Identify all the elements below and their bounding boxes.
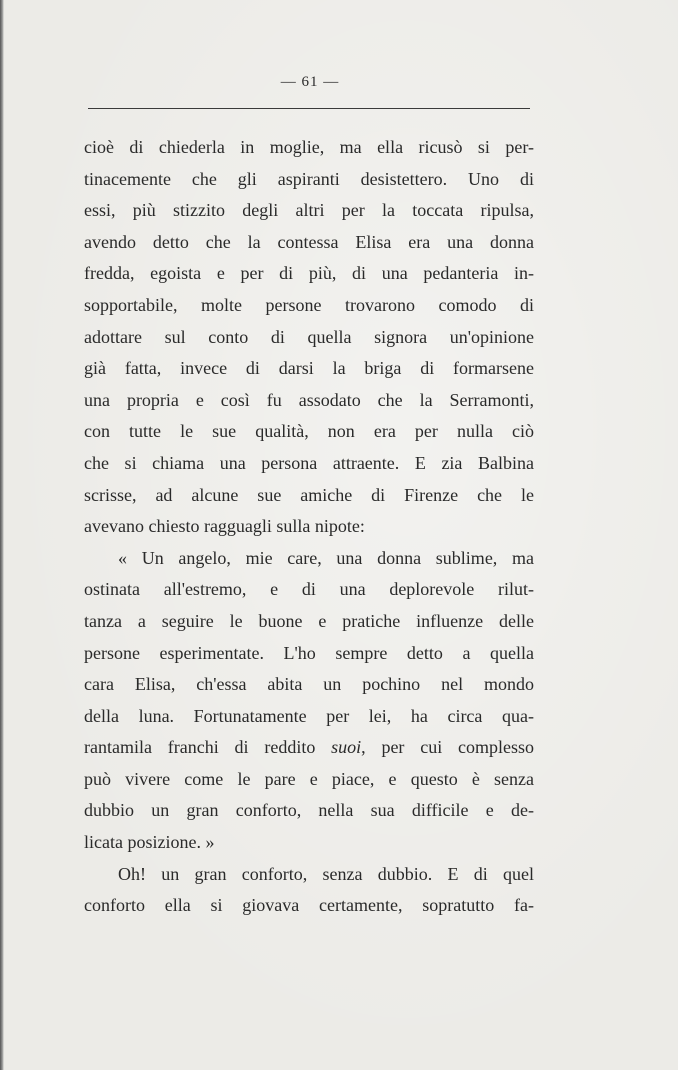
text-line: dubbio un gran conforto, nella sua difficile e de- bbox=[84, 800, 534, 821]
text-segment: rantamila franchi di reddito bbox=[84, 737, 332, 758]
text-line bbox=[84, 732, 534, 764]
page-number: — 61 — bbox=[280, 74, 340, 90]
text-line: « Un angelo, mie care, una donna sublime, ma bbox=[118, 547, 534, 568]
text-line: tinacemente che gli aspiranti desistettero. Uno di bbox=[84, 168, 534, 189]
text-line: già fatta, invece di darsi la briga di formarsene bbox=[84, 358, 534, 379]
text-line: una propria e così fu assodato che la Serramonti, bbox=[84, 389, 534, 410]
text-line: licata posizione. » bbox=[84, 832, 215, 853]
italic-segment: suoi bbox=[331, 737, 362, 758]
body-text bbox=[84, 132, 534, 922]
text-line: sopportabile, molte persone trovarono comodo di bbox=[84, 294, 534, 315]
header-rule bbox=[88, 108, 530, 109]
text-line: con tutte le sue qualità, non era per nulla ciò bbox=[84, 421, 534, 442]
binding-edge bbox=[0, 0, 4, 1070]
text-line: tanza a seguire le buone e pratiche influenze delle bbox=[84, 610, 534, 631]
text-line: Oh! un gran conforto, senza dubbio. E di quel bbox=[118, 863, 534, 884]
text-line: cioè di chiederla in moglie, ma ella ricusò si per- bbox=[84, 137, 534, 157]
text-line: scrisse, ad alcune sue amiche di Firenze che le bbox=[84, 484, 534, 505]
text-line: conforto ella si giovava certamente, sopratutto fa- bbox=[84, 895, 534, 916]
text-line: avendo detto che la contessa Elisa era una donna bbox=[84, 231, 534, 252]
text-line: avevano chiesto ragguagli sulla nipote: bbox=[84, 516, 365, 537]
text-line: fredda, egoista e per di più, di una pedanteria in- bbox=[84, 263, 534, 284]
text-line: essi, più stizzito degli altri per la toccata ripulsa, bbox=[84, 200, 534, 221]
text-line: può vivere come le pare e piace, e questo è senza bbox=[84, 768, 534, 789]
text-line: della luna. Fortunatamente per lei, ha circa qua- bbox=[84, 705, 534, 726]
text-segment: , per cui complesso bbox=[361, 737, 535, 758]
text-line: che si chiama una persona attraente. E zia Balbina bbox=[84, 452, 534, 473]
text-line: cara Elisa, ch'essa abita un pochino nel mondo bbox=[84, 674, 534, 695]
text-line: ostinata all'estremo, e di una deplorevole rilut- bbox=[84, 579, 534, 600]
text-line: adottare sul conto di quella signora un'opinione bbox=[84, 326, 534, 347]
text-line: persone esperimentate. L'ho sempre detto a quella bbox=[84, 642, 534, 663]
